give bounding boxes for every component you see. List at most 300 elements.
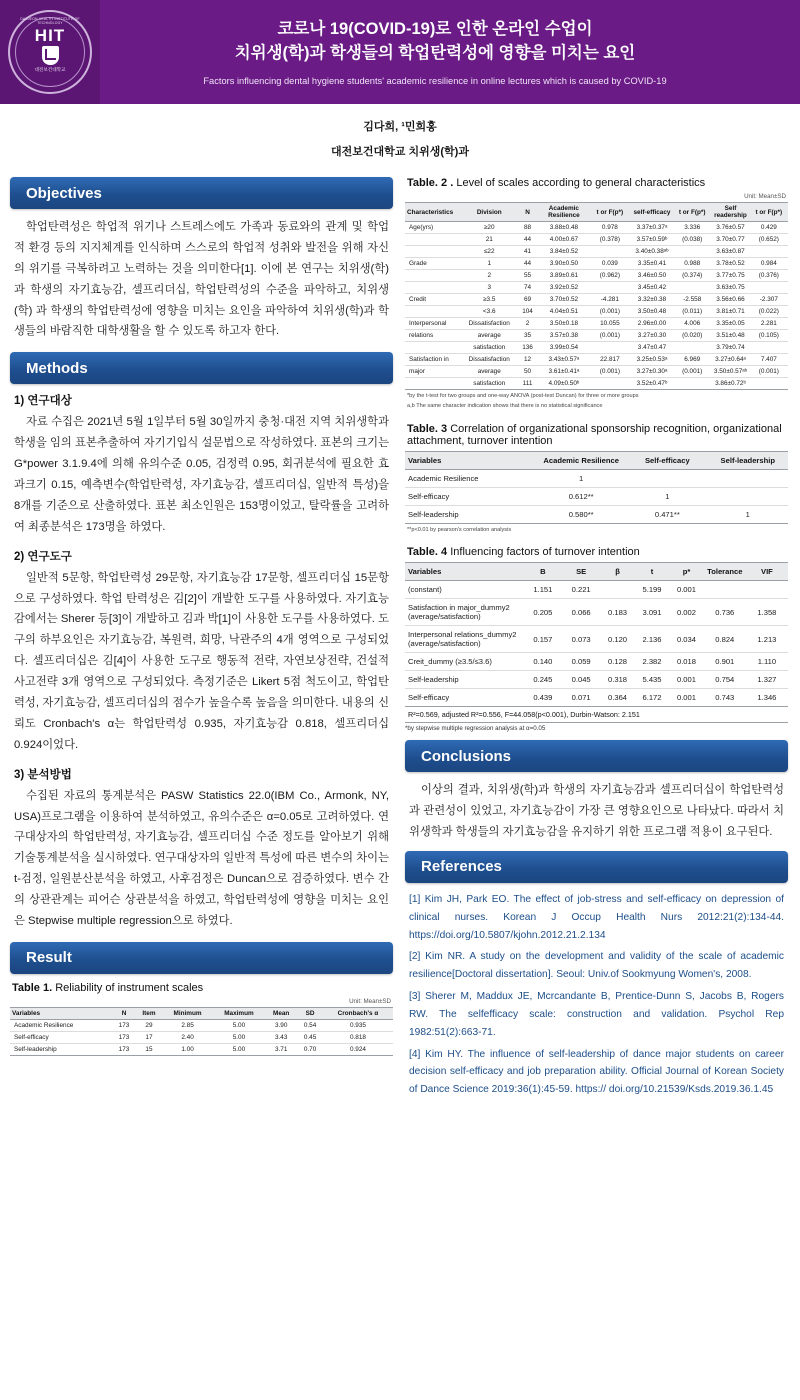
cell: 3.35±0.05 — [711, 318, 749, 330]
title-line-1: 코로나 19(COVID-19)로 인한 온라인 수업이 — [277, 20, 593, 39]
cell: 0.045 — [562, 671, 600, 689]
cell: 3.70±0.77 — [711, 234, 749, 246]
cell: 0.002 — [669, 599, 703, 626]
cell: 2 — [462, 270, 516, 282]
cell: 2.85 — [162, 1019, 212, 1031]
cell: 0.924 — [323, 1043, 393, 1055]
cell: 0.70 — [297, 1043, 323, 1055]
cell: 3.92±0.52 — [539, 282, 589, 294]
cell: (0.105) — [750, 330, 788, 342]
cell: 3.52±0.47ᵇ — [631, 378, 673, 390]
cell: 1.151 — [524, 581, 562, 599]
cell: 5.00 — [213, 1019, 266, 1031]
cell: (0.001) — [589, 366, 631, 378]
section-header-objectives: Objectives — [10, 177, 393, 209]
section-header-references: References — [405, 851, 788, 883]
cell: 1.358 — [746, 599, 788, 626]
table1-th-5: Mean — [265, 1007, 297, 1019]
table4-th-0: Variables — [405, 563, 524, 581]
table3-th-2: Self-efficacy — [627, 451, 707, 469]
table3-th-0: Variables — [405, 451, 535, 469]
cell: ≤22 — [462, 246, 516, 258]
table-correlation — [405, 451, 788, 524]
cell — [405, 306, 462, 318]
cell: relations — [405, 330, 462, 342]
cell: 3.45±0.42 — [631, 282, 673, 294]
logo-emblem — [8, 10, 92, 94]
cell: 3.76±0.57 — [711, 222, 749, 234]
table3-th-3: Self-leadership — [708, 451, 788, 469]
cell: 0.071 — [562, 689, 600, 707]
table-row — [10, 1019, 393, 1031]
cell: 3.43 — [265, 1031, 297, 1043]
table-row — [405, 222, 788, 234]
table4-label: Table. 4 — [407, 546, 448, 559]
table1-th-2: Item — [136, 1007, 163, 1019]
table-header-row — [405, 451, 788, 469]
cell: 0.743 — [704, 689, 746, 707]
cell: Self-leadership — [405, 505, 535, 523]
methods-sub3-body: 수집된 자료의 통계분석은 PASW Statistics 22.0(IBM Co., Armonk, NY, USA)프로그램을 이용하여 분석하였고, 유의수준은 α=0.05로 고려하였다. 연구대상자의 학업탄력성, 자기효능감, 셀프리더십 수준 정도를 알아보기 위해 기술통계분석을 실시하였다. 연구대상자의 일반적 특성에 따른 변수의 차이는 t-검정, 일원분산분석을 하였고, 사후검정은 Duncan으로 검증하였다. 변수 간의 상관관계는 피어슨 상관분석을 하였고, 학업탄력성에 영향을 미치는 요인은 Stepwise multiple regression으로 하였다. — [14, 789, 389, 928]
cell: Satisfaction in — [405, 354, 462, 366]
cell: 3.77±0.75 — [711, 270, 749, 282]
table4-th-3: β — [600, 563, 634, 581]
cell: 3.47±0.47 — [631, 342, 673, 354]
table1-label: Table 1. — [12, 981, 53, 994]
cell: (0.038) — [673, 234, 711, 246]
table1-th-6: SD — [297, 1007, 323, 1019]
table2-th-8: t or F(p*) — [750, 203, 788, 222]
cell: Satisfaction in major_dummy2 (average/satisfaction) — [405, 599, 524, 626]
cell: 0.183 — [600, 599, 634, 626]
cell: Grade — [405, 258, 462, 270]
cell — [600, 581, 634, 599]
table1-th-4: Maximum — [213, 1007, 266, 1019]
cell: 74 — [516, 282, 539, 294]
cell: Academic Resilience — [10, 1019, 113, 1031]
cell: 0.54 — [297, 1019, 323, 1031]
cell: (0.376) — [750, 270, 788, 282]
reference-item: [1] Kim JH, Park EO. The effect of job-stress and self-efficacy on depression of clinical nurses. Korean J Occup Health Nurs 2012:21(2):134-44. https://doi.org/10.5807/kjohn.2012.21.2.134 — [409, 893, 784, 941]
cell: 3.79±0.74 — [711, 342, 749, 354]
cell: 1 — [627, 487, 707, 505]
table-row — [405, 306, 788, 318]
author-names: 김다희, ¹민희홍 — [363, 121, 437, 133]
cell — [746, 581, 788, 599]
poster-columns — [0, 169, 800, 1103]
cell: 3.25±0.53ᵃ — [631, 354, 673, 366]
cell: 3.46±0.50 — [631, 270, 673, 282]
header-text-block — [100, 14, 800, 90]
cell: 10.055 — [589, 318, 631, 330]
cell: (0.378) — [589, 234, 631, 246]
table-header-row — [405, 203, 788, 222]
cell: Interpersonal — [405, 318, 462, 330]
cell: 6.969 — [673, 354, 711, 366]
cell: 3.27±0.30 — [631, 330, 673, 342]
cell: 41 — [516, 246, 539, 258]
cell: 1 — [535, 469, 627, 487]
table-header-row — [10, 1007, 393, 1019]
cell: 12 — [516, 354, 539, 366]
cell: 173 — [113, 1043, 136, 1055]
cell: (0.001) — [589, 306, 631, 318]
table-row — [405, 330, 788, 342]
cell: 1 — [708, 505, 788, 523]
cell — [405, 282, 462, 294]
authors-block — [0, 104, 800, 169]
cell: 1.213 — [746, 626, 788, 653]
cell: 3.78±0.52 — [711, 258, 749, 270]
conclusions-block — [405, 780, 788, 843]
cell: (constant) — [405, 581, 524, 599]
cell: (0.020) — [673, 330, 711, 342]
cell: 3 — [462, 282, 516, 294]
cell: 3.091 — [635, 599, 669, 626]
cell: 0.754 — [704, 671, 746, 689]
cell: -2.307 — [750, 294, 788, 306]
cell — [673, 342, 711, 354]
cell: 3.99±0.54 — [539, 342, 589, 354]
cell: 0.001 — [669, 581, 703, 599]
table-row — [405, 270, 788, 282]
cell: 5.199 — [635, 581, 669, 599]
table2-caption — [407, 177, 786, 189]
cell: 3.35±0.41 — [631, 258, 673, 270]
cell — [589, 342, 631, 354]
table1-title: Reliability of instrument scales — [55, 981, 204, 994]
cell: 3.56±0.66 — [711, 294, 749, 306]
cell: 0.128 — [600, 653, 634, 671]
table4-th-2: SE — [562, 563, 600, 581]
cell: 0.073 — [562, 626, 600, 653]
cell: (0.962) — [589, 270, 631, 282]
cell: 5.435 — [635, 671, 669, 689]
objectives-body: 학업탄력성은 학업적 위기나 스트레스에도 가족과 동료와의 관계 및 학업적 환경 등의 지지체계를 인식하며 스스로의 학업적 성취와 발전을 위해 자신의 위기를 극복하려고 노력하는 것을 의미한다[1]. 이에 본 연구는 치위생(학) 과 학생의 자기효능감, 셀프리더십, 학업탄력성의 수준을 파악하고, 치위생(학) 과 학생의 학업탄력성에 영향을 미치는 요인을 파악하여 치위생(학)과 학생들의 바람직한 대학생활을 할 수 있도록 하고자 한다. — [14, 221, 389, 338]
cell: 0.580** — [535, 505, 627, 523]
cell: 3.27±0.64ᵃ — [711, 354, 749, 366]
logo-mark-text: HIT — [34, 26, 66, 45]
cell — [750, 378, 788, 390]
table-row — [405, 294, 788, 306]
table-row — [405, 626, 788, 653]
cell: satisfaction — [462, 378, 516, 390]
table4-th-5: p* — [669, 563, 703, 581]
table2-th-4: t or F(p*) — [589, 203, 631, 222]
methods-sub1-body: 자료 수집은 2021년 5월 1일부터 5월 30일까지 충청·대전 지역 치위생학과 학생을 임의 표본추출하여 자기기입식 설문법으로 작성하였다. 표본의 크기는 G*power 3.1.9.4에 의해 유의수준 0.05, 검정력 0.95, 회귀분석에 필요한 효과크기 0.15, 예측변수(학업탄력성, 자기효능감, 셀프리더십, 일반적 특성)을 8개를 기준으로 산출하였다. 표본 최소인원은 153명이었고, 탈락률을 고려하여 최종분석은 173명을 하였다. — [14, 416, 389, 533]
cell: 44 — [516, 234, 539, 246]
table-row — [405, 354, 788, 366]
table-row — [405, 653, 788, 671]
cell: Creit_dummy (≥3.5/≤3.6) — [405, 653, 524, 671]
cell — [589, 246, 631, 258]
table2-label: Table. 2 . — [407, 177, 454, 189]
right-column — [405, 169, 788, 1103]
cell: 3.50±0.48 — [631, 306, 673, 318]
table-row — [405, 599, 788, 626]
cell: -4.281 — [589, 294, 631, 306]
cell: 0.018 — [669, 653, 703, 671]
poster-header — [0, 0, 800, 104]
logo-bottom-text: 대전보건대학교 — [34, 67, 66, 72]
cell: 3.71 — [265, 1043, 297, 1055]
cell: 35 — [516, 330, 539, 342]
cell: 0.001 — [669, 671, 703, 689]
table2-th-3: Academic Resilience — [539, 203, 589, 222]
left-column — [10, 169, 393, 1103]
cell — [673, 378, 711, 390]
table3-title: Correlation of organizational sponsorship recognition, organizational attachment, turnover intention — [407, 422, 782, 447]
cell: 3.37±0.37ᵃ — [631, 222, 673, 234]
table-row — [405, 505, 788, 523]
table2-body — [405, 222, 788, 390]
cell — [405, 378, 462, 390]
table-influencing-factors — [405, 562, 788, 707]
cell: 5.00 — [213, 1031, 266, 1043]
table2-th-6: t or F(p*) — [673, 203, 711, 222]
table1-th-1: N — [113, 1007, 136, 1019]
cell: 17 — [136, 1031, 163, 1043]
section-header-result: Result — [10, 942, 393, 974]
cell: 3.70±0.52 — [539, 294, 589, 306]
cell: 3.43±0.57ᵃ — [539, 354, 589, 366]
cell: 3.81±0.71 — [711, 306, 749, 318]
cell — [405, 342, 462, 354]
cell: 0.034 — [669, 626, 703, 653]
table-row — [405, 234, 788, 246]
conclusions-body: 이상의 결과, 치위생(학)과 학생의 자기효능감과 셀프리더십이 학업탄력성과 관련성이 있었고, 자기효능감이 가장 큰 영향요인으로 나타났다. 따라서 치위생학과 학생들의 자기효능감을 유지하기 위한 프로그램 적용이 요구된다. — [409, 784, 784, 838]
table4-caption — [407, 546, 786, 558]
table2-note-2: a,b The same character indication shows that there is no statistical significance — [407, 403, 603, 410]
cell: 0.471** — [627, 505, 707, 523]
cell: 0.245 — [524, 671, 562, 689]
cell: 0.066 — [562, 599, 600, 626]
table2-th-0: Characteristics — [405, 203, 462, 222]
table-row — [405, 689, 788, 707]
cell: Self-efficacy — [10, 1031, 113, 1043]
cell: 44 — [516, 258, 539, 270]
cell: Self-efficacy — [405, 689, 524, 707]
cell: (0.001) — [750, 366, 788, 378]
cell: 0.318 — [600, 671, 634, 689]
cell: 3.84±0.52 — [539, 246, 589, 258]
table1-th-7: Cronbach's α — [323, 1007, 393, 1019]
logo-top-text: DAEJEON HEALTH INSTITUTE OF TECHNOLOGY — [20, 17, 80, 25]
page-subtitle: Factors influencing dental hygiene students' academic resilience in online lectures which is caused by COVID-19 — [203, 75, 667, 86]
cell: average — [462, 330, 516, 342]
table4-body — [405, 581, 788, 707]
table-row — [405, 282, 788, 294]
cell — [750, 246, 788, 258]
cell: (0.374) — [673, 270, 711, 282]
cell: Dissatisfaction — [462, 354, 516, 366]
table-row — [405, 246, 788, 258]
table-row — [405, 469, 788, 487]
table2-th-2: N — [516, 203, 539, 222]
cell: 0.818 — [323, 1031, 393, 1043]
table-row — [405, 487, 788, 505]
table3-caption — [407, 423, 786, 447]
methods-sub3-title: 3) 분석방법 — [14, 768, 72, 781]
table3-th-1: Academic Resilience — [535, 451, 627, 469]
cell: Age(yrs) — [405, 222, 462, 234]
cell: 111 — [516, 378, 539, 390]
cell — [589, 378, 631, 390]
cell: 3.50±0.57ᵃᵇ — [711, 366, 749, 378]
cell: 3.336 — [673, 222, 711, 234]
cell: 4.09±0.50ᵇ — [539, 378, 589, 390]
cell: 3.40±0.38ᵃᵇ — [631, 246, 673, 258]
cell: 173 — [113, 1031, 136, 1043]
cell: 0.935 — [323, 1019, 393, 1031]
cell: average — [462, 366, 516, 378]
table3-note: **p<0.01 by pearson's correlation analysis — [407, 526, 512, 533]
cell: 0.364 — [600, 689, 634, 707]
cell: Self-leadership — [10, 1043, 113, 1055]
cell: 1.110 — [746, 653, 788, 671]
table-row — [405, 342, 788, 354]
table1-caption — [12, 982, 391, 994]
cell: 3.50±0.18 — [539, 318, 589, 330]
cell: 0.988 — [673, 258, 711, 270]
cell — [708, 469, 788, 487]
cell: 0.439 — [524, 689, 562, 707]
cell: 3.88±0.48 — [539, 222, 589, 234]
cell: 1.00 — [162, 1043, 212, 1055]
cell: 3.32±0.38 — [631, 294, 673, 306]
table3-body — [405, 469, 788, 523]
cell — [673, 282, 711, 294]
table4-th-6: Tolerance — [704, 563, 746, 581]
cell: 2.40 — [162, 1031, 212, 1043]
cell — [750, 342, 788, 354]
cell: (0.001) — [589, 330, 631, 342]
cell: Self-leadership — [405, 671, 524, 689]
cell: ≥3.5 — [462, 294, 516, 306]
cell: (0.001) — [673, 366, 711, 378]
cell: 1.327 — [746, 671, 788, 689]
table4-stats: R²=0.569, adjusted R²=0.556, F=44.058(p<0.001), Durbin-Watson: 2.151 — [405, 707, 788, 723]
table4-th-7: VIF — [746, 563, 788, 581]
cell: Dissatisfaction — [462, 318, 516, 330]
table2-title: Level of scales according to general characteristics — [456, 177, 706, 189]
cell: 0.001 — [669, 689, 703, 707]
cell: 21 — [462, 234, 516, 246]
cell: 0.157 — [524, 626, 562, 653]
cell: 0.45 — [297, 1031, 323, 1043]
cell: 1 — [462, 258, 516, 270]
cell: 3.89±0.61 — [539, 270, 589, 282]
table2-unit: Unit: Mean±SD — [744, 193, 786, 200]
cell: Self-efficacy — [405, 487, 535, 505]
shield-icon — [42, 46, 59, 65]
cell: 4.006 — [673, 318, 711, 330]
reference-item: [3] Sherer M, Maddux JE, Mcrcandante B, Prentice-Dunn S, Jacobs B, Rogers RW. The selfefficacy scale: construction and validation. Psychol Rep 1982:51(2):663-71. — [409, 991, 784, 1038]
table4-th-4: t — [635, 563, 669, 581]
cell: 0.120 — [600, 626, 634, 653]
cell: Credit — [405, 294, 462, 306]
cell: 173 — [113, 1019, 136, 1031]
cell: satisfaction — [462, 342, 516, 354]
cell — [704, 581, 746, 599]
table2-note-1: *by the t-test for two groups and one-way ANOVA (post-test Duncan) for three or more groups — [407, 393, 639, 399]
cell: (0.652) — [750, 234, 788, 246]
table-row — [10, 1031, 393, 1043]
table1-th-0: Variables — [10, 1007, 113, 1019]
reference-list — [409, 891, 784, 1099]
title-line-2: 치위생(학)과 학생들의 학업탄력성에 영향을 미치는 요인 — [234, 44, 636, 62]
methods-sub2-title: 2) 연구도구 — [14, 550, 72, 563]
cell: 0.140 — [524, 653, 562, 671]
cell: 15 — [136, 1043, 163, 1055]
cell — [708, 487, 788, 505]
methods-sub1-title: 1) 연구대상 — [14, 395, 72, 408]
table-row — [10, 1043, 393, 1055]
cell: Interpersonal relations_dummy2 (average/satisfaction) — [405, 626, 524, 653]
table-general-characteristics — [405, 202, 788, 390]
cell: 3.57±0.38 — [539, 330, 589, 342]
cell: ≥20 — [462, 222, 516, 234]
table-header-row — [405, 563, 788, 581]
cell: 0.059 — [562, 653, 600, 671]
cell: 50 — [516, 366, 539, 378]
cell: 3.57±0.59ᵇ — [631, 234, 673, 246]
table-row — [405, 366, 788, 378]
author-affiliation: 대전보건대학교 치위생(학)과 — [331, 146, 469, 158]
cell: 4.04±0.51 — [539, 306, 589, 318]
cell: 0.824 — [704, 626, 746, 653]
cell: 1.346 — [746, 689, 788, 707]
cell: 3.63±0.75 — [711, 282, 749, 294]
cell: 2.382 — [635, 653, 669, 671]
cell: major — [405, 366, 462, 378]
cell — [627, 469, 707, 487]
cell: 0.978 — [589, 222, 631, 234]
cell: 0.736 — [704, 599, 746, 626]
cell: 0.984 — [750, 258, 788, 270]
cell: 3.90 — [265, 1019, 297, 1031]
cell: 3.86±0.72ᵇ — [711, 378, 749, 390]
cell: 3.61±0.41ᵃ — [539, 366, 589, 378]
cell: 3.90±0.50 — [539, 258, 589, 270]
table-row — [405, 378, 788, 390]
cell: (0.011) — [673, 306, 711, 318]
cell: 4.00±0.67 — [539, 234, 589, 246]
reference-item: [2] Kim NR. A study on the development and validity of the scale of academic resilience[Doctoral dissertation]. Seoul: Univ.of Sookmyung Women's, 2008. — [409, 951, 784, 981]
cell: 0.612** — [535, 487, 627, 505]
table-row — [405, 318, 788, 330]
cell — [589, 282, 631, 294]
university-logo — [0, 0, 100, 104]
table1-unit: Unit: Mean±SD — [349, 997, 391, 1005]
cell: <3.6 — [462, 306, 516, 318]
cell — [405, 246, 462, 258]
table4-title: Influencing factors of turnover intention — [450, 546, 640, 559]
cell: 2.136 — [635, 626, 669, 653]
table-reliability — [10, 1007, 393, 1056]
cell — [750, 282, 788, 294]
cell: 7.407 — [750, 354, 788, 366]
cell: 5.00 — [213, 1043, 266, 1055]
cell: 22.817 — [589, 354, 631, 366]
section-header-conclusions: Conclusions — [405, 740, 788, 772]
table2-th-1: Division — [462, 203, 516, 222]
cell: 0.205 — [524, 599, 562, 626]
methods-sub2-body: 일반적 5문항, 학업탄력성 29문항, 자기효능감 17문항, 셀프리더십 15문항으로 구성하였다. 학업 탄력성은 김[2]이 개발한 도구를 사용하였다. 자기효능감에서는 Sherer 등[3]이 개발하고 김과 박[1]이 사용한 도구를 사용하였다. 도구의 하부요인은 자기효능감, 복원력, 희망, 낙관주의 4개 영역으로 구성되었다. 셀프리더십은 김[4]이 사용한 도구로 행동적 전략, 자연보상전략, 건설적 사고전략 3개 영역으로 구성되었다. 측정기준은 Likert 5점 척도이고, 학업탄력성, 자기효능감, 셀프리더십의 점수가 높을수록 높음을 의미한다. 내용의 신뢰도 Cronbach's α는 학업탄력성 0.935, 자기효능감 0.818, 셀프리더십 0.924이었다. — [14, 571, 389, 751]
cell: 0.221 — [562, 581, 600, 599]
table-row — [405, 581, 788, 599]
cell: 0.901 — [704, 653, 746, 671]
